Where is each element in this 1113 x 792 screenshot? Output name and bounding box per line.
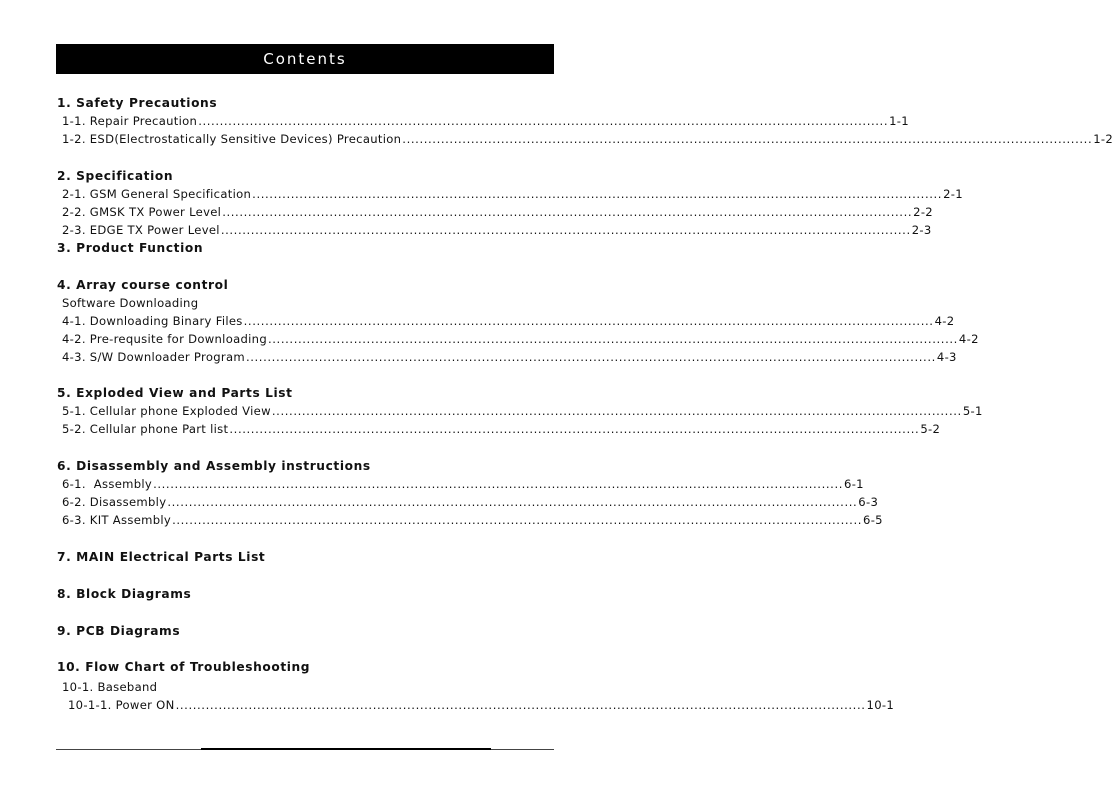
subheading: 10-1. Baseband [62,680,158,694]
subheading: Software Downloading [62,296,199,310]
toc-entry[interactable]: 4-2. Pre-requsite for Downloading ................................................................................................................................................................. 4-2 [62,332,979,346]
toc-entry[interactable]: 6-2. Disassembly ................................................................................................................................................................. 6-3 [62,495,879,509]
toc-entry[interactable]: 5-1. Cellular phone Exploded View ................................................................................................................................................................. 5-1 [62,404,983,418]
section-heading: 1. Safety Precautions [57,96,218,110]
section-heading: 9. PCB Diagrams [57,624,181,638]
toc-entry[interactable]: 2-2. GMSK TX Power Level ................................................................................................................................................................. 2-2 [62,205,933,219]
page-title: Contents [263,50,347,68]
contents-banner [56,44,554,74]
footer-rule [56,749,554,750]
section-heading: 8. Block Diagrams [57,587,192,601]
toc-entry[interactable]: 4-1. Downloading Binary Files ................................................................................................................................................................. 4-2 [62,314,955,328]
toc-entry[interactable]: 2-3. EDGE TX Power Level ................................................................................................................................................................. 2-3 [62,223,932,237]
section-heading: 7. MAIN Electrical Parts List [57,550,266,564]
section-heading: 10. Flow Chart of Troubleshooting [57,660,311,674]
section-heading: 2. Specification [57,169,174,183]
toc-entry[interactable]: 5-2. Cellular phone Part list ................................................................................................................................................................. 5-2 [62,422,941,436]
toc-entry[interactable]: 1-2. ESD(Electrostatically Sensitive Devices) Precaution ................................................................................................................................................................. 1-2 [62,132,1113,146]
toc-entry[interactable]: 4-3. S/W Downloader Program ................................................................................................................................................................. 4-3 [62,350,957,364]
toc-entry[interactable]: 2-1. GSM General Specification ................................................................................................................................................................. 2-1 [62,187,963,201]
toc-entry[interactable]: 6-1. Assembly ................................................................................................................................................................. 6-1 [62,477,864,491]
section-heading: 6. Disassembly and Assembly instructions [57,459,371,473]
section-heading: 3. Product Function [57,241,204,255]
toc-entry[interactable]: 10-1-1. Power ON ................................................................................................................................................................. 10-1 [68,698,895,712]
section-heading: 5. Exploded View and Parts List [57,386,293,400]
section-heading: 4. Array course control [57,278,229,292]
toc-entry[interactable]: 1-1. Repair Precaution ................................................................................................................................................................. 1-1 [62,114,909,128]
toc-entry[interactable]: 6-3. KIT Assembly ................................................................................................................................................................. 6-5 [62,513,883,527]
